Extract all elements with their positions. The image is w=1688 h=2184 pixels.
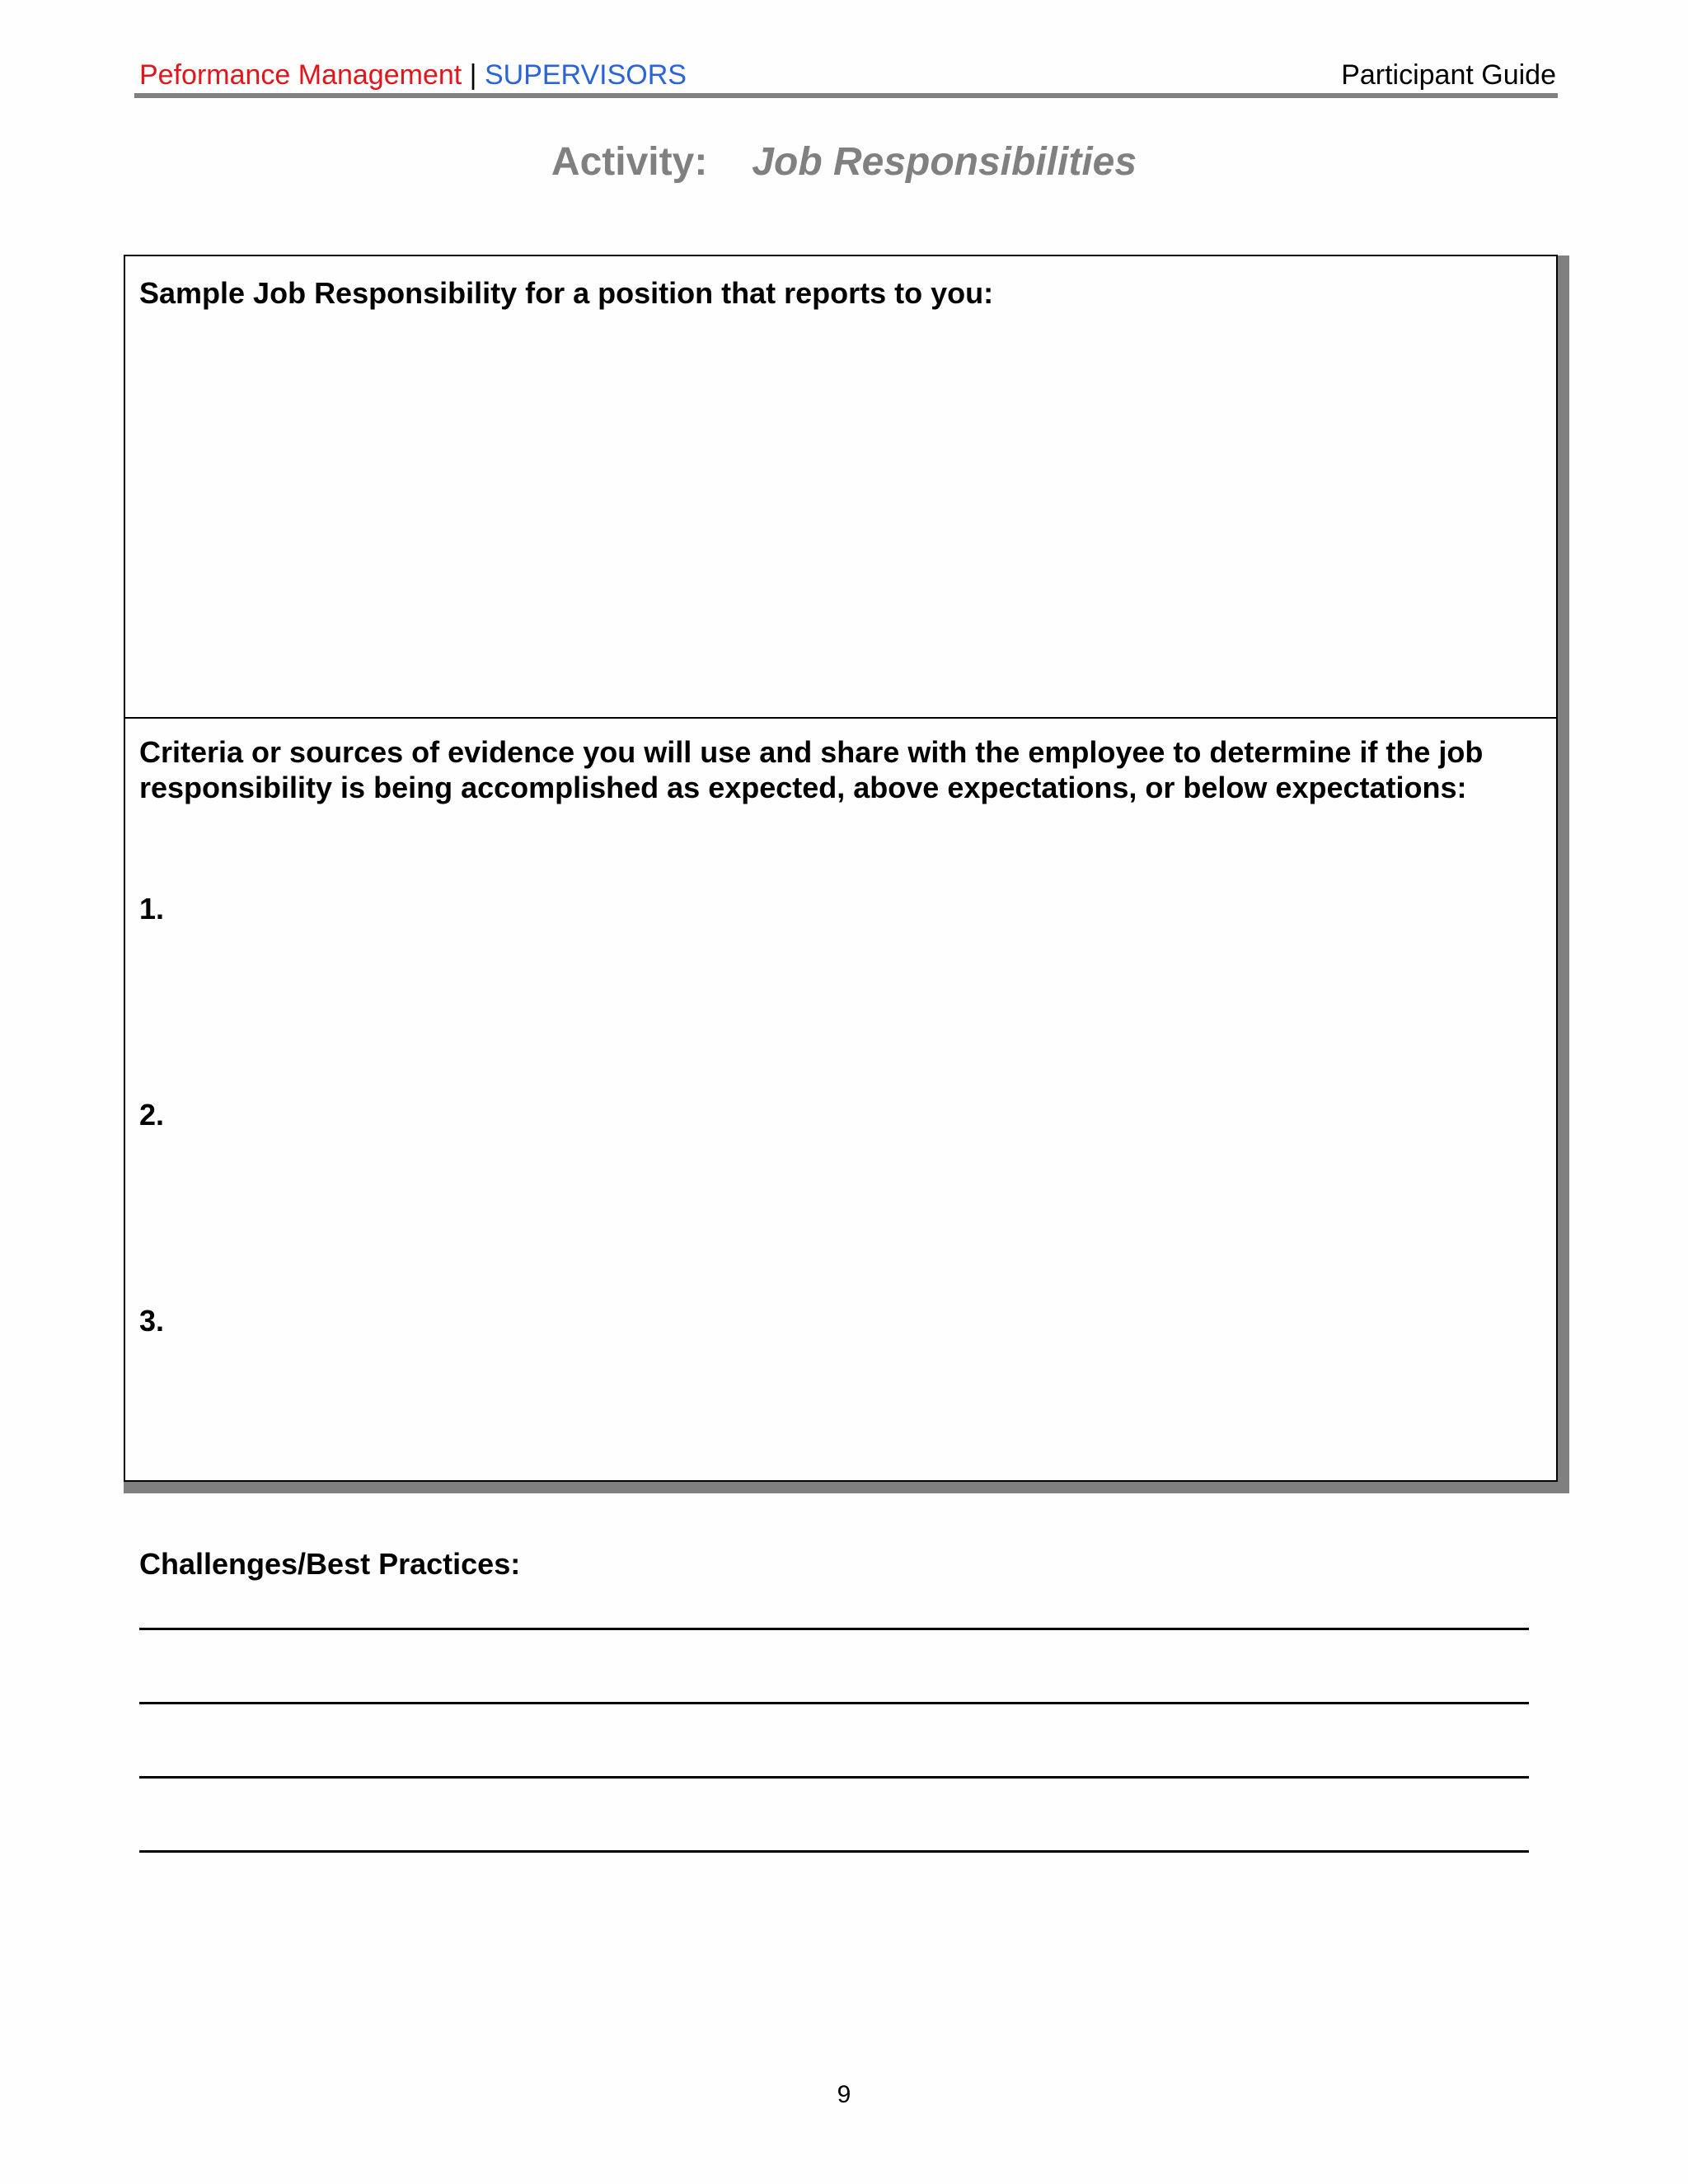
- criteria-item-1: 1.: [139, 892, 165, 926]
- challenges-label: Challenges/Best Practices:: [139, 1547, 521, 1581]
- writing-line: [139, 1628, 1529, 1630]
- worksheet-shadow-bottom: [124, 1482, 1569, 1493]
- responsibility-label: Sample Job Responsibility for a position that reports to you:: [139, 276, 994, 310]
- header-audience: SUPERVISORS: [484, 59, 687, 91]
- activity-label: Activity:: [551, 140, 708, 184]
- header-course-title: Peformance Management: [139, 59, 462, 91]
- worksheet-box: [124, 255, 1558, 1482]
- criteria-label: Criteria or sources of evidence you will use and share with the employee to determine if the job responsibility is being accomplished as expected, above expectations, or below expectations:: [139, 735, 1484, 804]
- criteria-item-2: 2.: [139, 1098, 165, 1132]
- header-rule: [134, 93, 1558, 98]
- header-separator: |: [469, 59, 477, 91]
- criteria-item-3: 3.: [139, 1304, 165, 1338]
- page-title: [0, 134, 1688, 191]
- header-guide-title: Participant Guide: [1341, 59, 1556, 91]
- worksheet-shadow-right: [1558, 255, 1569, 1493]
- page-number: 9: [837, 2081, 851, 2108]
- worksheet-divider: [125, 717, 1556, 719]
- header-left: [139, 58, 687, 92]
- writing-line: [139, 1702, 1529, 1704]
- writing-line: [139, 1850, 1529, 1853]
- page-header: [137, 58, 1556, 92]
- activity-name: Job Responsibilities: [752, 140, 1137, 184]
- writing-line: [139, 1776, 1529, 1779]
